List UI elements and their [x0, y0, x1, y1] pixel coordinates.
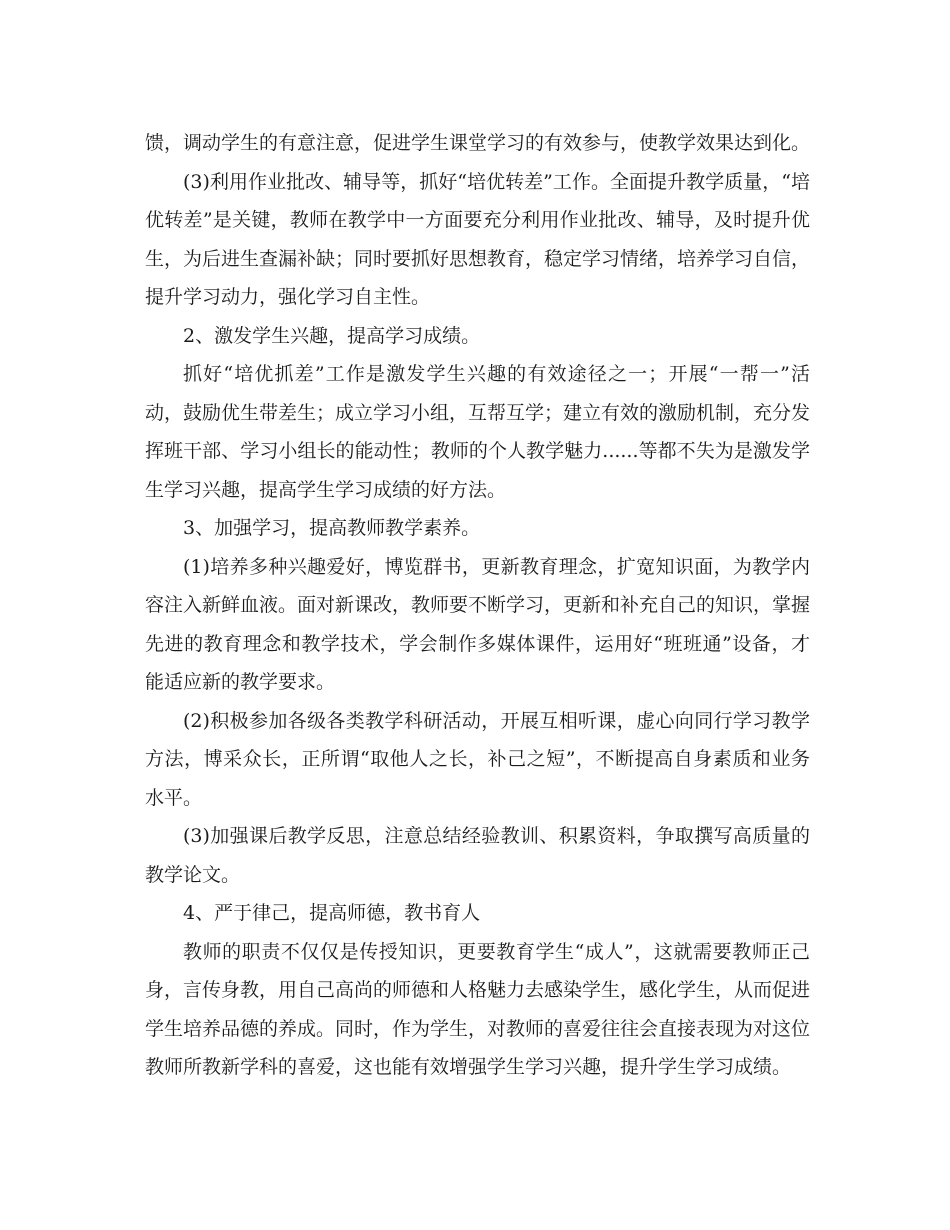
paragraph-continuation: 馈，调动学生的有意注意，促进学生课堂学习的有效参与，使教学效果达到化。 — [145, 132, 811, 154]
section-heading-4: 4、严于律己，提高师德，教书育人 — [183, 902, 481, 924]
paragraph-interest: 抓好“培优抓差”工作是激发学生兴趣的有效途径之一；开展“一帮一”活动，鼓励优生带差生；成立学习小组，互帮互学；建立有效的激励机制，充分发挥班干部、学习小组长的能动性；教师的个人教学魅力......等都不失为是激发学生学习兴趣，提高学生学习成绩的好方法。 — [145, 363, 811, 501]
section-heading-2: 2、激发学生兴趣，提高学习成绩。 — [183, 324, 481, 347]
section-heading-3: 3、加强学习，提高教师教学素养。 — [183, 517, 481, 539]
paragraph-hobbies-point: (1)培养多种兴趣爱好，博览群书，更新教育理念，扩宽知识面，为教学内容注入新鲜血液。面对新课改，教师要不断学习，更新和补充自己的知识，掌握先进的教育理念和教学技术，学会制作多媒体课件，运用好“班班通”设备，才能适应新的教学要求。 — [145, 555, 811, 693]
document-body — [145, 124, 810, 1087]
paragraph-reflection-point: (3)加强课后教学反思，注意总结经验教训、积累资料，争取撰写高质量的教学论文。 — [145, 825, 810, 886]
paragraph-homework-point: (3)利用作业批改、辅导等，抓好“培优转差”工作。全面提升教学质量，“培优转差”是关键，教师在教学中一方面要充分利用作业批改、辅导，及时提升优生，为后进生查漏补缺；同时要抓好思想教育，稳定学习情绪，培养学习自信，提升学习动力，强化学习自主性。 — [145, 170, 811, 308]
paragraph-ethics: 教师的职责不仅仅是传授知识，更要教育学生“成人”，这就需要教师正己身，言传身教，用自己高尚的师德和人格魅力去感染学生，感化学生，从而促进学生培养品德的养成。同时，作为学生，对教师的喜爱往往会直接表现为对这位教师所教新学科的喜爱，这也能有效增强学生学习兴趣，提升学生学习成绩。 — [145, 940, 811, 1078]
paragraph-research-point: (2)积极参加各级各类教学科研活动，开展互相听课，虚心向同行学习教学方法，博采众长，正所谓“取他人之长，补己之短”，不断提高自身素质和业务水平。 — [145, 709, 810, 809]
